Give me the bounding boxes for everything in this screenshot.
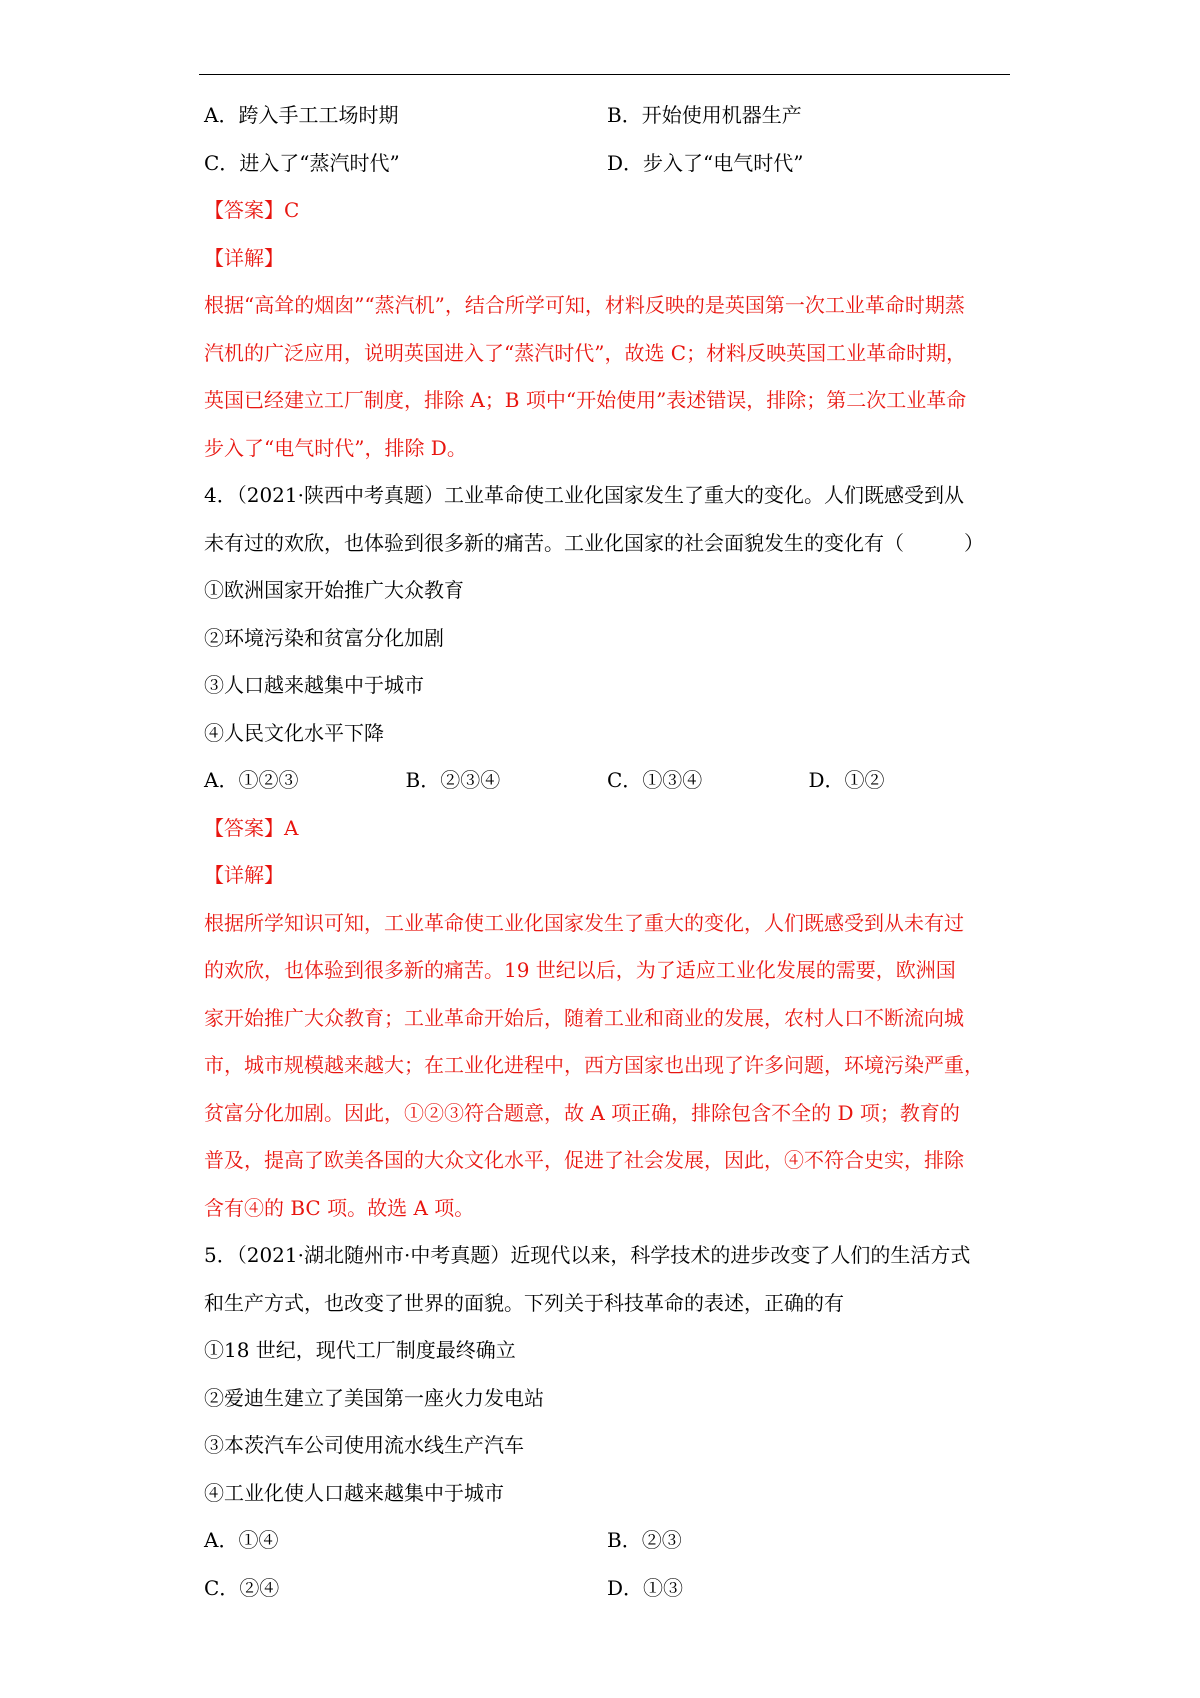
q4-explanation-line: 含有④的 BC 项。故选 A 项。 bbox=[204, 1195, 475, 1220]
document-body bbox=[204, 92, 1010, 1612]
q3-explanation-line: 汽机的广泛应用，说明英国进入了“蒸汽时代”，故选 C；材料反映英国工业革命时期， bbox=[204, 340, 967, 365]
q4-option-d: D．①② bbox=[808, 768, 885, 792]
q4-explanation-line: 家开始推广大众教育；工业革命开始后，随着工业和商业的发展，农村人口不断流向城 bbox=[204, 1005, 964, 1030]
q3-explanation-line: 英国已经建立工厂制度，排除 A；B 项中“开始使用”表述错误，排除；第二次工业革命 bbox=[204, 388, 967, 412]
q4-item: ③人口越来越集中于城市 bbox=[204, 673, 424, 697]
q5-option-c: C．②④ bbox=[204, 1575, 280, 1600]
q4-explanation-line: 普及，提高了欧美各国的大众文化水平，促进了社会发展，因此，④不符合史实，排除 bbox=[204, 1148, 964, 1172]
q4-answer: 【答案】A bbox=[204, 815, 299, 840]
q4-item: ②环境污染和贫富分化加剧 bbox=[204, 625, 444, 650]
q5-option-b: B．②③ bbox=[607, 1528, 682, 1552]
q3-option-d: D．步入了“电气时代” bbox=[607, 150, 804, 175]
q4-explain-label: 【详解】 bbox=[204, 863, 284, 887]
q3-explain-label: 【详解】 bbox=[204, 245, 284, 270]
q5-item: ③本茨汽车公司使用流水线生产汽车 bbox=[204, 1433, 524, 1457]
q5-options-row-2 bbox=[204, 1565, 1010, 1613]
q4-option-a: A．①②③ bbox=[204, 768, 299, 792]
q3-options-row-2 bbox=[204, 140, 1010, 188]
q4-explanation-line: 市，城市规模越来越大；在工业化进程中，西方国家也出现了许多问题，环境污染严重， bbox=[204, 1053, 984, 1077]
q5-item: ④工业化使人口越来越集中于城市 bbox=[204, 1480, 504, 1505]
q4-option-c: C．①③④ bbox=[607, 768, 703, 792]
q4-item: ④人民文化水平下降 bbox=[204, 720, 384, 745]
q5-item: ②爱迪生建立了美国第一座火力发电站 bbox=[204, 1385, 544, 1410]
q4-explanation-line: 根据所学知识可知，工业革命使工业化国家发生了重大的变化，人们既感受到从未有过 bbox=[204, 910, 964, 935]
q4-stem-line: 4．（2021·陕西中考真题）工业革命使工业化国家发生了重大的变化。人们既感受到从 bbox=[204, 483, 964, 507]
q3-options-row-1 bbox=[204, 92, 1010, 140]
q3-option-b: B．开始使用机器生产 bbox=[607, 103, 802, 127]
q4-explanation-line: 贫富分化加剧。因此，①②③符合题意，故 A 项正确，排除包含不全的 D 项；教育的 bbox=[204, 1100, 960, 1125]
q4-item: ①欧洲国家开始推广大众教育 bbox=[204, 578, 464, 602]
q5-item: ①18 世纪，现代工厂制度最终确立 bbox=[204, 1338, 516, 1362]
q4-stem-line: 未有过的欢欣，也体验到很多新的痛苦。工业化国家的社会面貌发生的变化有（ ） bbox=[204, 530, 984, 555]
q3-option-c: C．进入了“蒸汽时代” bbox=[204, 150, 400, 175]
header-rule bbox=[199, 74, 1010, 75]
q5-stem-line: 5．（2021·湖北随州市·中考真题）近现代以来，科学技术的进步改变了人们的生活方式 bbox=[204, 1243, 971, 1267]
q3-option-a: A．跨入手工工场时期 bbox=[204, 103, 399, 127]
q4-explanation-line: 的欢欣，也体验到很多新的痛苦。19 世纪以后，为了适应工业化发展的需要，欧洲国 bbox=[204, 958, 956, 982]
q5-option-d: D．①③ bbox=[607, 1575, 684, 1600]
q3-explanation-line: 步入了“电气时代”，排除 D。 bbox=[204, 435, 467, 460]
q4-options-row bbox=[204, 757, 1010, 805]
q5-stem-line: 和生产方式，也改变了世界的面貌。下列关于科技革命的表述，正确的有 bbox=[204, 1290, 844, 1315]
q5-options-row-1 bbox=[204, 1517, 1010, 1565]
q5-option-a: A．①④ bbox=[204, 1528, 279, 1552]
q4-option-b: B．②③④ bbox=[405, 768, 501, 792]
q3-explanation-line: 根据“高耸的烟囱”“蒸汽机”，结合所学可知，材料反映的是英国第一次工业革命时期蒸 bbox=[204, 293, 965, 317]
q3-answer: 【答案】C bbox=[204, 198, 300, 222]
